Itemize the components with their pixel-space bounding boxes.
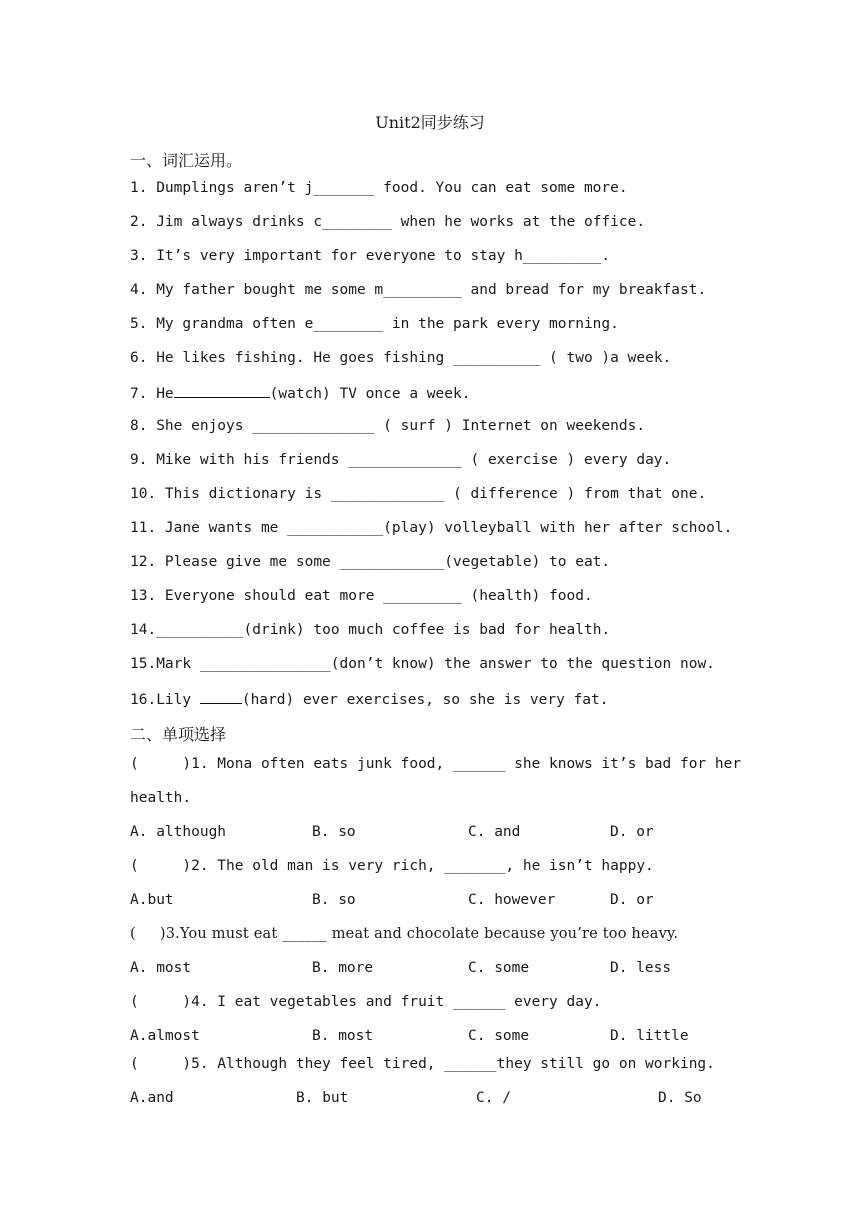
answer-blank[interactable]: _________ (522, 248, 602, 264)
item-text: 16.Lily (130, 692, 200, 708)
option-b[interactable]: B. more (312, 960, 374, 976)
option-d[interactable]: D. or (610, 892, 654, 908)
answer-blank[interactable]: _________ (383, 282, 462, 298)
vocab-item-12 (130, 554, 610, 570)
vocab-item-4 (130, 282, 706, 298)
item-text: (don’t know) the answer to the question now. (330, 656, 715, 672)
item-text: (vegetable) to eat. (444, 554, 611, 570)
item-text: 6. He likes fishing. He goes fishing (130, 350, 454, 366)
item-text: (drink) too much coffee is bad for health. (243, 622, 611, 638)
item-text: 10. This dictionary is (130, 486, 331, 502)
option-c[interactable]: C. however (468, 892, 556, 908)
answer-blank[interactable]: ________ (322, 214, 392, 230)
item-text: 2. Jim always drinks c (130, 214, 323, 230)
page-title: Unit2同步练习 (375, 113, 485, 132)
option-c[interactable]: C. some (468, 1028, 530, 1044)
answer-blank[interactable]: _______ (313, 180, 375, 196)
option-b[interactable]: B. so (312, 892, 356, 908)
item-text: (play) volleyball with her after school. (383, 520, 733, 536)
item-text: 3. It’s very important for everyone to stay h (130, 248, 523, 264)
item-text: in the park every morning. (383, 316, 619, 332)
section-1-heading: 一、词汇运用。 (130, 151, 243, 170)
item-text: ( exercise ) every day. (461, 452, 672, 468)
option-c[interactable]: C. some (468, 960, 530, 976)
vocab-item-15 (130, 656, 715, 672)
vocab-item-2 (130, 214, 645, 230)
answer-blank[interactable]: _____________ (348, 452, 462, 468)
mc-question-1-cont: health. (130, 790, 192, 806)
item-text: 5. My grandma often e (130, 316, 314, 332)
answer-blank[interactable]: ____________ (339, 554, 445, 570)
vocab-item-8 (130, 418, 645, 434)
option-d[interactable]: D. little (610, 1028, 689, 1044)
option-d[interactable]: D. less (610, 960, 672, 976)
vocab-item-14 (130, 622, 610, 638)
answer-blank[interactable]: ___________ (287, 520, 384, 536)
item-text: 15.Mark (130, 656, 200, 672)
vocab-item-3 (130, 248, 610, 264)
option-a[interactable]: A.but (130, 892, 174, 908)
item-text: 12. Please give me some (130, 554, 340, 570)
vocab-item-6 (130, 350, 671, 366)
option-c[interactable]: C. / (476, 1090, 511, 1106)
vocab-item-10 (130, 486, 706, 502)
option-b[interactable]: B. but (296, 1090, 349, 1106)
item-text: 11. Jane wants me (130, 520, 288, 536)
option-d[interactable]: D. or (610, 824, 654, 840)
vocab-item-16 (130, 690, 609, 708)
item-text: and bread for my breakfast. (461, 282, 707, 298)
item-text: 7. He (130, 386, 174, 402)
vocab-item-1 (130, 180, 628, 196)
option-a[interactable]: A. most (130, 960, 192, 976)
option-a[interactable]: A. although (130, 824, 227, 840)
item-text: 8. She enjoys (130, 418, 253, 434)
item-text: (watch) TV once a week. (269, 386, 471, 402)
vocab-item-5 (130, 316, 619, 332)
item-text: (hard) ever exercises, so she is very fat. (241, 692, 609, 708)
answer-blank[interactable]: _________ (383, 588, 462, 604)
mc-question-1: ( )1. Mona often eats junk food, ______ she knows it’s bad for her (130, 756, 742, 772)
item-text: 9. Mike with his friends (130, 452, 349, 468)
mc-question-3: ( )3.You must eat ______ meat and chocolate because you’re too heavy. (130, 926, 679, 942)
item-text: food. You can eat some more. (374, 180, 628, 196)
mc-question-5: ( )5. Although they feel tired, ______they still go on working. (130, 1056, 715, 1072)
option-c[interactable]: C. and (468, 824, 521, 840)
item-text: 14. (130, 622, 157, 638)
answer-blank[interactable] (200, 690, 242, 704)
item-text: ( difference ) from that one. (444, 486, 707, 502)
vocab-item-7 (130, 384, 470, 402)
vocab-item-9 (130, 452, 671, 468)
item-text: . (601, 248, 611, 264)
option-a[interactable]: A.and (130, 1090, 174, 1106)
answer-blank[interactable]: _______________ (199, 656, 331, 672)
mc-question-2: ( )2. The old man is very rich, _______, he isn’t happy. (130, 858, 654, 874)
answer-blank[interactable]: __________ (156, 622, 244, 638)
vocab-item-11 (130, 520, 732, 536)
answer-blank[interactable]: _____________ (330, 486, 445, 502)
item-text: 1. Dumplings aren’t j (130, 180, 314, 196)
item-text: 4. My father bought me some m (130, 282, 384, 298)
option-b[interactable]: B. most (312, 1028, 374, 1044)
item-text: ( surf ) Internet on weekends. (374, 418, 646, 434)
answer-blank[interactable] (174, 384, 270, 398)
item-text: (health) food. (461, 588, 593, 604)
option-d[interactable]: D. So (658, 1090, 702, 1106)
section-2-heading: 二、单项选择 (130, 725, 227, 744)
option-a[interactable]: A.almost (130, 1028, 200, 1044)
answer-blank[interactable]: __________ (453, 350, 541, 366)
vocab-item-13 (130, 588, 593, 604)
answer-blank[interactable]: ________ (313, 316, 384, 332)
item-text: when he works at the office. (391, 214, 646, 230)
item-text: 13. Everyone should eat more (130, 588, 384, 604)
answer-blank[interactable]: ______________ (252, 418, 375, 434)
item-text: ( two )a week. (540, 350, 672, 366)
mc-question-4: ( )4. I eat vegetables and fruit ______ every day. (130, 994, 602, 1010)
option-b[interactable]: B. so (312, 824, 356, 840)
